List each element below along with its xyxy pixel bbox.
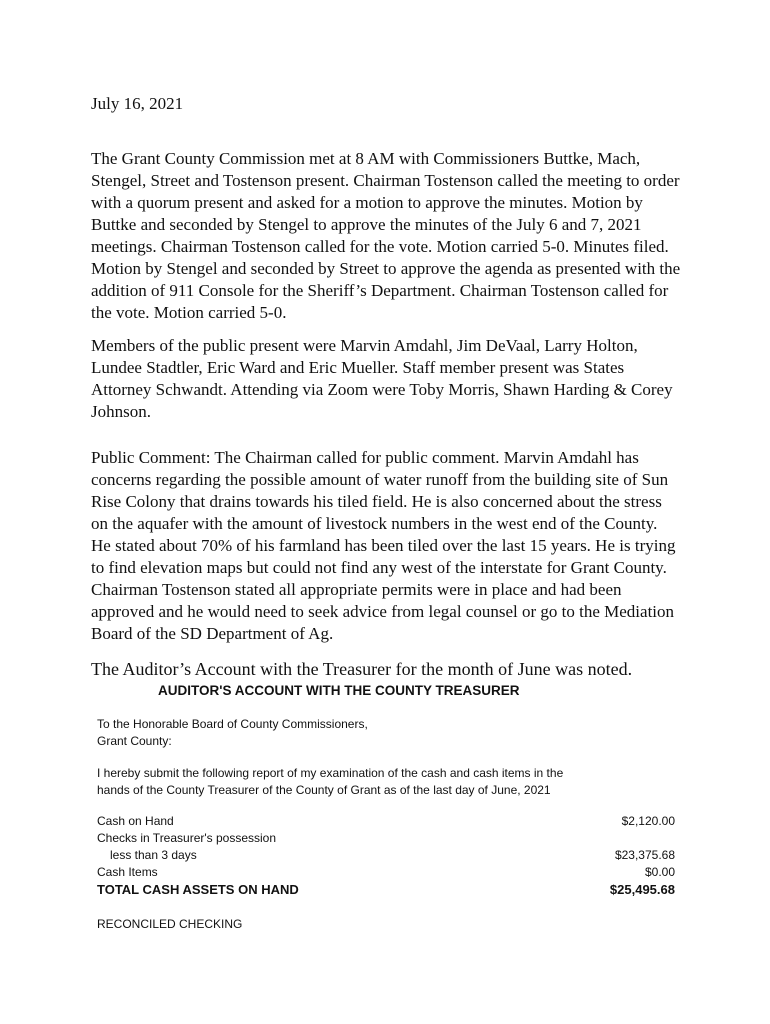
reconciled-checking-heading: RECONCILED CHECKING: [97, 917, 243, 931]
table-row: [97, 864, 675, 881]
statement-line: hands of the County Treasurer of the County of Grant as of the last day of June, 2021: [97, 783, 551, 797]
table-row: [97, 813, 675, 830]
total-label: TOTAL CASH ASSETS ON HAND: [97, 882, 299, 897]
paragraph-attendees: Members of the public present were Marvin Amdahl, Jim DeVaal, Larry Holton, Lundee Stadtler, Eric Ward and Eric Mueller. Staff member present was States Attorney Schwandt. Attending via Zoom were Toby Morris, Shawn Harding & Corey Johnson.: [91, 336, 673, 421]
report-address: [97, 716, 368, 750]
row-label: Cash Items: [97, 865, 158, 879]
cash-summary-table: [97, 813, 675, 898]
paragraph-call-to-order: The Grant County Commission met at 8 AM with Commissioners Buttke, Mach, Stengel, Street and Tostenson present. Chairman Tostenson called the meeting to order with a quorum present and asked for a motion to approve the minutes. Motion by Buttke and seconded by Stengel to approve the minutes of the July 6 and 7, 2021 meetings. Chairman Tostenson called for the vote. Motion carried 5-0. Minutes filed. Motion by Stengel and seconded by Street to approve the agenda as presented with the addition of 911 Console for the Sheriff’s Department. Chairman Tostenson called for the vote. Motion carried 5-0.: [91, 149, 681, 322]
table-row: [97, 830, 675, 847]
report-title: AUDITOR'S ACCOUNT WITH THE COUNTY TREASURER: [158, 683, 520, 698]
address-line: Grant County:: [97, 734, 172, 748]
meeting-date: July 16, 2021: [91, 94, 184, 113]
row-value: $0.00: [644, 865, 675, 879]
statement-line: I hereby submit the following report of my examination of the cash and cash items in the: [97, 766, 564, 780]
row-label: Cash on Hand: [97, 814, 174, 828]
row-value: $23,375.68: [614, 848, 675, 862]
row-label: Checks in Treasurer's possession: [97, 831, 277, 845]
auditor-account-note: The Auditor’s Account with the Treasurer for the month of June was noted.: [91, 659, 633, 679]
table-row: [97, 847, 675, 864]
paragraph-public-comment: Public Comment: The Chairman called for public comment. Marvin Amdahl has concerns regarding the possible amount of water runoff from the building site of Sun Rise Colony that drains towards his tiled field. He is also concerned about the stress on the aquafer with the amount of livestock numbers in the west end of the County. He stated about 70% of his farmland has been tiled over the last 15 years. He is trying to find elevation maps but could not find any west of the interstate for Grant County. Chairman Tostenson stated all appropriate permits were in place and had been approved and he would need to seek advice from legal counsel or go to the Mediation Board of the SD Department of Ag.: [91, 448, 676, 643]
total-value: $25,495.68: [609, 882, 675, 897]
row-label: less than 3 days: [110, 848, 197, 862]
row-value: $2,120.00: [621, 814, 675, 828]
report-statement: [97, 765, 617, 799]
total-row: [97, 881, 675, 898]
address-line: To the Honorable Board of County Commissioners,: [97, 717, 368, 731]
